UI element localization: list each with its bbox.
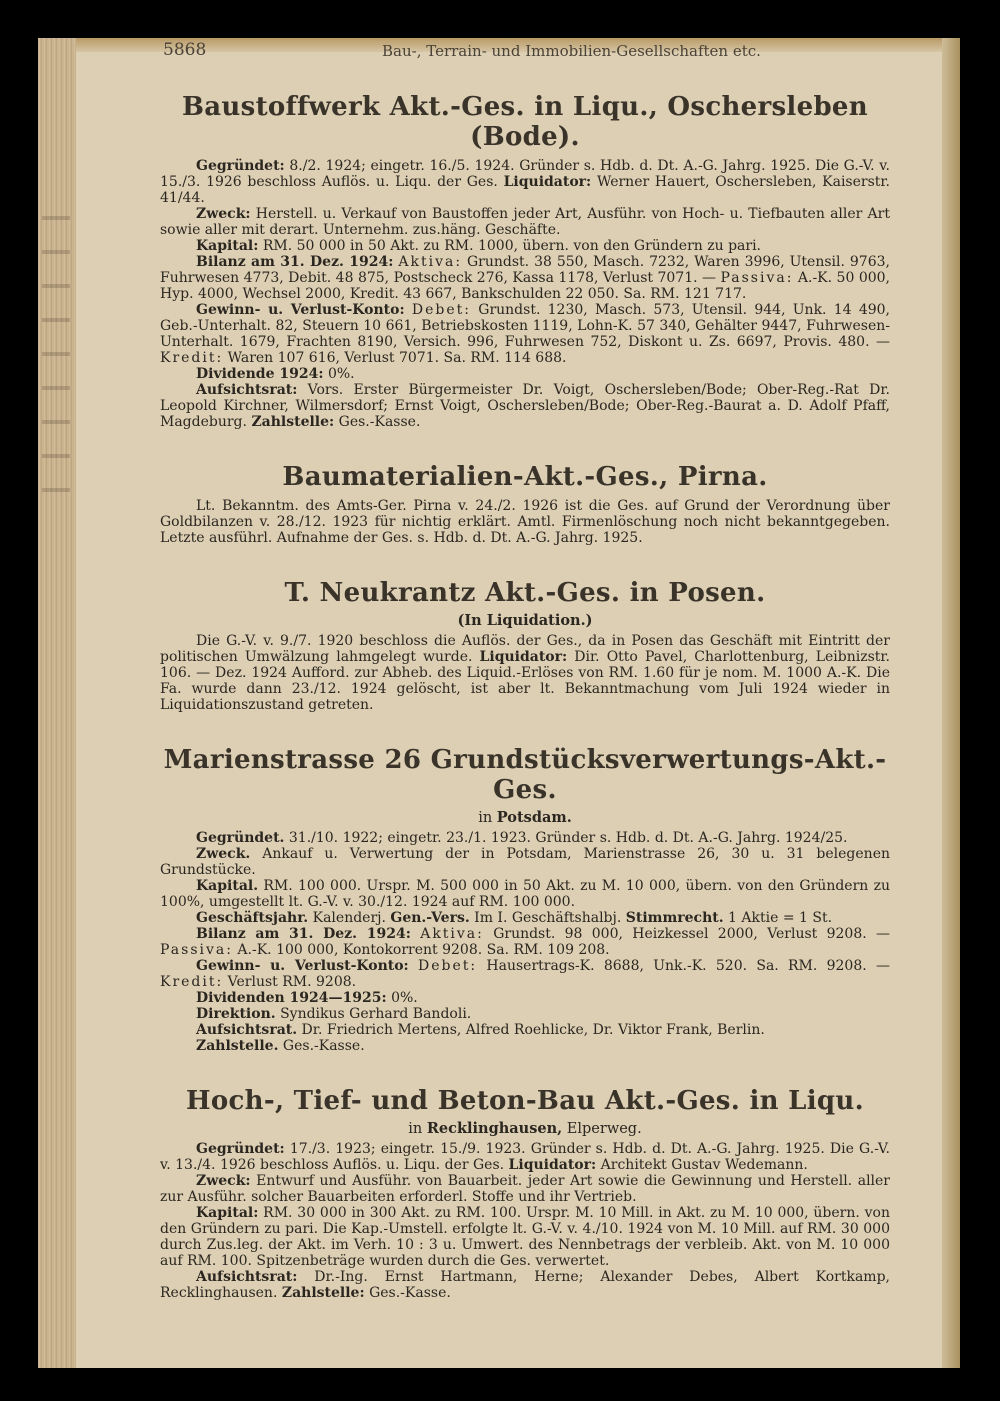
entry-paragraph: Dividende 1924: 0%. xyxy=(196,366,355,382)
running-header xyxy=(160,38,890,64)
margin-marks xyxy=(42,198,70,498)
entry-paragraph: Gewinn- u. Verlust-Konto: Debet: Grundst. 1230, Masch. 573, Utensil. 944, Unk. 14 490, Geb.-Unterhalt. 82, Steuern 10 661, Betriebskosten 1119, Lohn-K. 57 340, Gehälter 9447, Fuhrwesen-Unterhalt. 1679, Frachten 8190, Versich. 996, Fuhrwesen 752, Diskont u. Zs. 6697, Provis. 480. — Kredit: Waren 107 616, Verlust 7071. Sa. RM. 114 688. xyxy=(160,302,890,366)
entry-paragraph: Lt. Bekanntm. des Amts-Ger. Pirna v. 24./2. 1926 ist die Ges. auf Grund der Verordnung über Goldbilanzen v. 28./12. 1923 für nichtig erklärt. Amtl. Firmenlöschung noch nicht bekanntgegeben. Letzte ausführl. Aufnahme der Ges. s. Hdb. d. Dt. A.-G. Jahrg. 1925. xyxy=(160,498,890,546)
entry-paragraph: Aufsichtsrat: Vors. Erster Bürgermeister Dr. Voigt, Oschersleben/Bode; Ober-Reg.-Rat Dr. Leopold Kirchner, Wilmersdorf; Ernst Voigt, Oschersleben/Bode; Ober-Reg.-Baurat a. D. Adolf Pfaff, Magdeburg. Zahlstelle: Ges.-Kasse. xyxy=(160,382,890,430)
page-number: 5868 xyxy=(163,40,207,60)
entry-title-hoch-tief-beton: Hoch-, Tief- und Beton-Bau Akt.-Ges. in Liqu. xyxy=(186,1086,864,1116)
entry-paragraph: Geschäftsjahr. Kalenderj. Gen.-Vers. Im I. Geschäftshalbj. Stimmrecht. 1 Aktie = 1 St. xyxy=(196,910,833,926)
entry-paragraph: Aufsichtsrat. Dr. Friedrich Mertens, Alfred Roehlicke, Dr. Viktor Frank, Berlin. xyxy=(196,1022,765,1038)
entry-paragraph: Zweck. Ankauf u. Verwertung der in Potsdam, Marienstrasse 26, 30 u. 31 belegenen Grundstücke. xyxy=(160,846,890,878)
entry-paragraph: Direktion. Syndikus Gerhard Bandoli. xyxy=(196,1006,472,1022)
entry-paragraph: Gegründet. 31./10. 1922; eingetr. 23./1. 1923. Gründer s. Hdb. d. Dt. A.-G. Jahrg. 1924/25. xyxy=(196,830,848,846)
entry-paragraph: Gewinn- u. Verlust-Konto: Debet: Hausertrags-K. 8688, Unk.-K. 520. Sa. RM. 9208. — Kredit: Verlust RM. 9208. xyxy=(160,958,890,990)
entry-title-marienstrasse: Marienstrasse 26 Grundstücksverwertungs-Akt.-Ges. xyxy=(163,745,887,805)
entry-paragraph: Bilanz am 31. Dez. 1924: Aktiva: Grundst. 38 550, Masch. 7232, Waren 3996, Utensil. 9763, Fuhrwesen 4773, Debit. 48 875, Postscheck 276, Kassa 1178, Verlust 7071. — Passiva: A.-K. 50 000, Hyp. 4000, Wechsel 2000, Kredit. 43 667, Bankschulden 22 050. Sa. RM. 121 717. xyxy=(160,254,890,302)
entry-subtitle: (In Liquidation.) xyxy=(457,612,593,629)
entry-subtitle: in Potsdam. xyxy=(478,809,572,826)
entry-paragraph: Die G.-V. v. 9./7. 1920 beschloss die Auflös. der Ges., da in Posen das Geschäft mit Eintritt der politischen Umwälzung lahmgelegt wurde. Liquidator: Dir. Otto Pavel, Charlottenburg, Leibnizstr. 106. — Dez. 1924 Aufford. zur Abheb. des Liquid.-Erlöses von RM. 1.60 für je nom. M. 1000 A.-K. Die Fa. wurde dann 23./12. 1924 gelöscht, ist aber lt. Bekanntmachung vom Juli 1924 wieder in Liquidationszustand getreten. xyxy=(160,633,891,713)
entry-paragraph: Kapital: RM. 50 000 in 50 Akt. zu RM. 1000, übern. von den Gründern zu pari. xyxy=(196,238,761,254)
entry-title-neukrantz: T. Neukrantz Akt.-Ges. in Posen. xyxy=(284,578,766,608)
running-title: Bau-, Terrain- und Immobilien-Gesellschaften etc. xyxy=(382,42,761,60)
entry-paragraph: Gegründet: 17./3. 1923; eingetr. 15./9. 1923. Gründer s. Hdb. d. Dt. A.-G. Jahrg. 1925. Die G.-V. v. 13./4. 1926 beschloss Auflös. u. Liqu. der Ges. Liquidator: Architekt Gustav Wedemann. xyxy=(160,1141,890,1173)
entry-subtitle: in Recklinghausen, Elperweg. xyxy=(408,1120,642,1137)
page-right-edge xyxy=(942,38,960,1368)
entry-paragraph: Bilanz am 31. Dez. 1924: Aktiva: Grundst. 98 000, Heizkessel 2000, Verlust 9208. — Passiva: A.-K. 100 000, Kontokorrent 9208. Sa. RM. 109 208. xyxy=(160,926,891,958)
entry-title-baumaterialien: Baumaterialien-Akt.-Ges., Pirna. xyxy=(282,462,768,492)
entry-paragraph: Gegründet: 8./2. 1924; eingetr. 16./5. 1924. Gründer s. Hdb. d. Dt. A.-G. Jahrg. 1925. Die G.-V. v. 15./3. 1926 beschloss Auflös. u. Liqu. der Ges. Liquidator: Werner Hauert, Oschersleben, Kaiserstr. 41/44. xyxy=(160,158,890,206)
entry-paragraph: Dividenden 1924—1925: 0%. xyxy=(196,990,418,1006)
entry-paragraph: Zweck: Entwurf und Ausführ. von Bauarbeit. jeder Art sowie die Gewinnung und Herstell. aller zur Ausführ. solcher Bauarbeiten erforderl. Stoffe und ihr Vertrieb. xyxy=(160,1173,890,1205)
entry-paragraph: Kapital. RM. 100 000. Urspr. M. 500 000 in 50 Akt. zu M. 10 000, übern. von den Gründern zu 100%, umgestellt lt. G.-V. v. 30./12. 1924 auf RM. 100 000. xyxy=(160,878,890,910)
entry-title-baustoffwerk: Baustoffwerk Akt.-Ges. in Liqu., Oschersleben (Bode). xyxy=(182,92,868,152)
entry-paragraph: Kapital: RM. 30 000 in 300 Akt. zu RM. 100. Urspr. M. 10 Mill. in Akt. zu M. 10 000, übern. von den Gründern zu pari. Die Kap.-Umstell. erfolgte lt. G.-V. v. 4./10. 1924 von M. 10 Mill. auf RM. 30 000 durch Zus.leg. der Akt. im Verh. 10 : 3 u. Umwert. des Nennbetrags der verbleib. Akt. von M. 10 000 auf RM. 100. Spitzenbeträge wurden durch die Ges. verwertet. xyxy=(160,1205,890,1269)
page-content xyxy=(160,38,890,1301)
entry-paragraph: Zweck: Herstell. u. Verkauf von Baustoffen jeder Art, Ausführ. von Hoch- u. Tiefbauten aller Art sowie aller mit derart. Unternehm. zus.häng. Geschäfte. xyxy=(160,206,890,238)
entry-paragraph: Aufsichtsrat: Dr.-Ing. Ernst Hartmann, Herne; Alexander Debes, Albert Kortkamp, Recklinghausen. Zahlstelle: Ges.-Kasse. xyxy=(160,1269,890,1301)
entry-paragraph: Zahlstelle. Ges.-Kasse. xyxy=(196,1038,365,1054)
